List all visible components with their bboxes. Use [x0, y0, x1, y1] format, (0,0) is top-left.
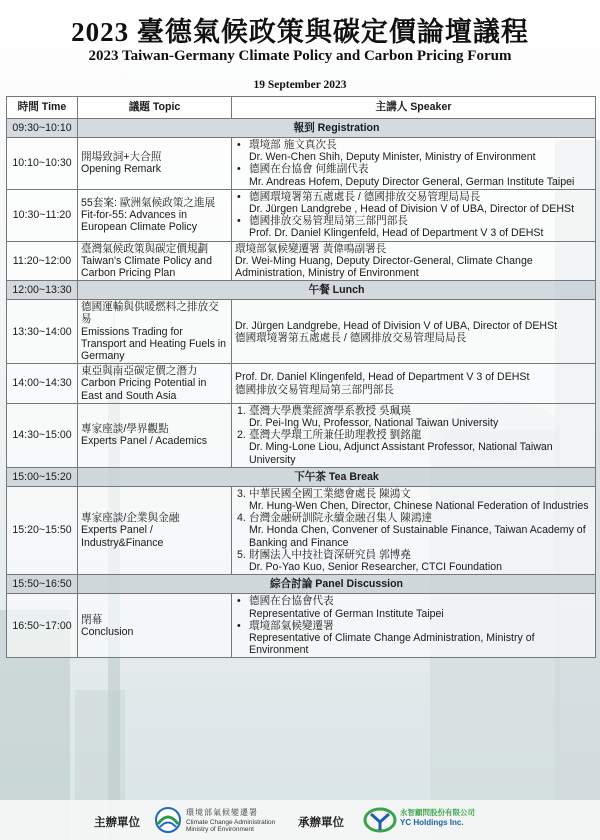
speaker-entry	[235, 429, 592, 466]
session-topic	[78, 486, 232, 574]
speaker-entry	[235, 405, 592, 429]
topic-en: Opening Remark	[81, 163, 162, 176]
topic-zh: 開場致詞+大合照	[81, 151, 162, 164]
row-time: 15:00~15:20	[7, 467, 78, 486]
session-speakers	[232, 189, 596, 241]
bullet-marker: •	[237, 619, 241, 632]
speaker-text: Mr. Andreas Hofem, Deputy Director General, German Institute Taipei	[249, 175, 575, 188]
speaker-entry	[235, 371, 592, 395]
band-row	[7, 281, 596, 300]
speaker-line-primary: 環境部氣候變遷署 黃偉鳴副署長	[235, 242, 387, 255]
row-time: 14:00~14:30	[7, 364, 78, 404]
header-speaker: 主講人 Speaker	[232, 97, 596, 119]
speaker-line-secondary	[235, 203, 592, 215]
speaker-text: Dr. Wen-Chen Shih, Deputy Minister, Ministry of Environment	[249, 151, 536, 164]
co-logo-zh: 永智顧問股份有限公司	[400, 808, 475, 817]
session-speakers	[232, 138, 596, 190]
speaker-entry	[235, 139, 592, 163]
speaker-entry	[235, 215, 592, 239]
topic-en: Experts Panel / Industry&Finance	[81, 524, 164, 549]
bullet-marker: •	[237, 595, 241, 608]
topic-zh: 臺灣氣候政策與碳定價規劃	[81, 242, 209, 255]
speaker-entry	[235, 595, 592, 619]
speaker-line-secondary	[235, 227, 592, 239]
speaker-line-primary	[235, 215, 592, 227]
session-row	[7, 594, 596, 658]
topic-zh: 55套案: 歐洲氣候政策之進展	[81, 196, 216, 209]
bullet-marker: 2.	[237, 429, 246, 442]
speaker-line-secondary	[235, 151, 592, 163]
speaker-text: 環境部 施文真次長	[249, 139, 337, 151]
topic-zh: 專家座談/學界觀點	[81, 423, 169, 436]
session-topic	[78, 300, 232, 364]
speaker-line-primary	[235, 163, 592, 175]
row-time: 11:20~12:00	[7, 241, 78, 281]
session-speakers	[232, 241, 596, 281]
topic-en: Conclusion	[81, 625, 134, 638]
speaker-text: 台灣金融研訓院永續金融召集人 陳鴻達	[249, 512, 433, 525]
speaker-entry	[235, 191, 592, 215]
speaker-line-secondary	[235, 176, 592, 188]
bullet-marker: •	[237, 163, 241, 176]
band-label: 綜合討論 Panel Discussion	[78, 575, 596, 594]
event-date: 19 September 2023	[253, 79, 347, 91]
speaker-text: 德國在台協會 何維副代表	[249, 163, 369, 176]
speaker-line-primary	[235, 620, 592, 632]
speaker-line-primary: Prof. Dr. Daniel Klingenfeld, Head of Department V 3 of DEHSt	[235, 371, 530, 384]
session-row	[7, 189, 596, 241]
speaker-line-primary	[235, 429, 592, 441]
session-row	[7, 241, 596, 281]
topic-en: Experts Panel / Academics	[81, 435, 208, 448]
topic-en: Taiwan's Climate Policy and Carbon Pricing Plan	[81, 254, 212, 280]
speaker-line-primary	[235, 488, 592, 500]
speaker-line-primary	[235, 549, 592, 561]
band-row	[7, 467, 596, 486]
speaker-line-primary	[235, 405, 592, 417]
band-label: 午餐 Lunch	[78, 281, 596, 300]
session-row	[7, 403, 596, 467]
speaker-entry	[235, 243, 592, 280]
session-topic	[78, 138, 232, 190]
speaker-text: Representative of Climate Change Administration, Ministry of Environment	[249, 631, 535, 657]
session-row	[7, 138, 596, 190]
session-topic	[78, 189, 232, 241]
speaker-entry	[235, 163, 592, 187]
speaker-entry	[235, 620, 592, 657]
speaker-entry	[235, 549, 592, 573]
bullet-marker: 5.	[237, 548, 246, 561]
speaker-line-secondary: Dr. Wei-Ming Huang, Deputy Director-General, Climate Change Administration, Ministry of Environment	[235, 254, 533, 280]
row-time: 10:10~10:30	[7, 138, 78, 190]
speaker-text: 德國環境署第五處處長 / 德國排放交易管理局局長	[249, 190, 481, 203]
speaker-line-primary	[235, 139, 592, 151]
row-time: 10:30~11:20	[7, 189, 78, 241]
organizer-logo-en1: Climate Change Administration	[186, 819, 276, 826]
band-label: 報到 Registration	[78, 119, 596, 138]
row-time: 15:50~16:50	[7, 575, 78, 594]
header-topic: 議題 Topic	[78, 97, 232, 119]
topic-en: Fit-for-55: Advances in European Climate Policy	[81, 209, 197, 234]
speaker-text: 德國在台協會代表	[249, 595, 334, 608]
title-chinese: 2023 臺德氣候政策與碳定價論壇議程	[71, 17, 529, 47]
topic-zh: 閉幕	[81, 613, 103, 626]
agenda-table	[6, 96, 596, 658]
band-label: 下午茶 Tea Break	[78, 467, 596, 486]
co-organizer-label: 承辦單位	[298, 817, 344, 829]
speaker-text: 臺灣大學農業經濟學系教授 吳珮瑛	[249, 404, 411, 417]
header-time: 時間 Time	[7, 97, 78, 119]
speaker-text: 德國排放交易管理局第三部門部長	[249, 215, 408, 228]
speaker-text: Prof. Dr. Daniel Klingenfeld, Head of Department V 3 of DEHSt	[249, 227, 544, 240]
speaker-line-secondary	[235, 632, 592, 656]
session-speakers	[232, 300, 596, 364]
speaker-entry	[235, 488, 592, 512]
co-logo-en: YC Holdings Inc.	[400, 818, 464, 827]
session-row	[7, 364, 596, 404]
bullet-marker: 4.	[237, 512, 246, 525]
speaker-line-secondary	[235, 417, 592, 429]
speaker-text: Representative of German Institute Taipei	[249, 607, 444, 620]
footer	[0, 806, 600, 836]
speaker-text: 環境部氣候變遷署	[249, 619, 334, 632]
agenda-body	[7, 119, 596, 658]
speaker-text: Dr. Pei-Ing Wu, Professor, National Taiwan University	[249, 417, 499, 430]
topic-zh: 東亞與南亞碳定價之潛力	[81, 365, 198, 378]
bullet-marker: •	[237, 139, 241, 151]
session-speakers	[232, 364, 596, 404]
speaker-text: Dr. Po-Yao Kuo, Senior Researcher, CTCI Foundation	[249, 561, 503, 574]
yc-logo-icon	[363, 807, 397, 833]
session-topic	[78, 403, 232, 467]
row-time: 12:00~13:30	[7, 281, 78, 300]
speaker-line-secondary: 德國排放交易管理局第三部門部長	[235, 383, 394, 396]
title-english: 2023 Taiwan-Germany Climate Policy and Carbon Pricing Forum	[88, 48, 512, 64]
speaker-text: 財團法人中技社資深研究員 郭博堯	[249, 548, 411, 561]
speaker-line-secondary	[235, 524, 592, 548]
organizer-logo-en2: Ministry of Environment	[186, 826, 254, 833]
speaker-line-secondary	[235, 441, 592, 465]
speaker-line-primary	[235, 595, 592, 607]
speaker-text: Dr. Ming-Lone Liou, Adjunct Assistant Professor, National Taiwan University	[249, 441, 553, 466]
speaker-entry	[235, 512, 592, 549]
row-time: 13:30~14:00	[7, 300, 78, 364]
row-time: 14:30~15:00	[7, 403, 78, 467]
row-time: 16:50~17:00	[7, 594, 78, 658]
session-topic	[78, 364, 232, 404]
session-topic	[78, 594, 232, 658]
bullet-marker: •	[237, 215, 241, 228]
topic-en: Emissions Trading for Transport and Heating Fuels in Germany	[81, 325, 227, 363]
speaker-text: Mr. Honda Chen, Convener of Sustainable Finance, Taiwan Academy of Banking and Finance	[249, 524, 586, 549]
session-topic	[78, 241, 232, 281]
bullet-marker: •	[237, 190, 241, 203]
session-speakers	[232, 403, 596, 467]
band-row	[7, 575, 596, 594]
speaker-text: Mr. Hung-Wen Chen, Director, Chinese National Federation of Industries	[249, 500, 589, 513]
bullet-marker: 1.	[237, 404, 246, 417]
table-header-row	[7, 97, 596, 119]
organizer-logo-zh: 環境部氣候變遷署	[186, 808, 258, 817]
bullet-marker: 3.	[237, 487, 246, 500]
session-speakers	[232, 594, 596, 658]
speaker-line-primary: Dr. Jürgen Landgrebe, Head of Division V of UBA, Director of DEHSt	[235, 319, 558, 332]
speaker-line-primary	[235, 512, 592, 524]
session-row	[7, 300, 596, 364]
speaker-line-secondary: 德國環境署第五處處長 / 德國排放交易管理局局長	[235, 331, 467, 344]
organizer-logo-icon	[153, 806, 183, 834]
speaker-line-secondary	[235, 500, 592, 512]
session-row	[7, 486, 596, 574]
speaker-line-primary	[235, 191, 592, 203]
session-speakers	[232, 486, 596, 574]
organizer-label: 主辦單位	[94, 817, 140, 829]
row-time: 09:30~10:10	[7, 119, 78, 138]
speaker-entry	[235, 320, 592, 344]
speaker-text: 臺灣大學環工所兼任助理教授 劉銘龍	[249, 429, 422, 442]
band-row	[7, 119, 596, 138]
topic-zh: 專家座談/企業與金融	[81, 512, 180, 525]
topic-en: Carbon Pricing Potential in East and South Asia	[81, 377, 207, 402]
speaker-line-secondary	[235, 561, 592, 573]
row-time: 15:20~15:50	[7, 486, 78, 574]
speaker-line-secondary	[235, 608, 592, 620]
speaker-text: Dr. Jürgen Landgrebe , Head of Division V of UBA, Director of DEHSt	[249, 203, 575, 216]
topic-zh: 德國運輸與供暖燃料之排放交易	[81, 301, 219, 326]
speaker-text: 中華民國全國工業總會處長 陳鴻文	[249, 487, 411, 500]
